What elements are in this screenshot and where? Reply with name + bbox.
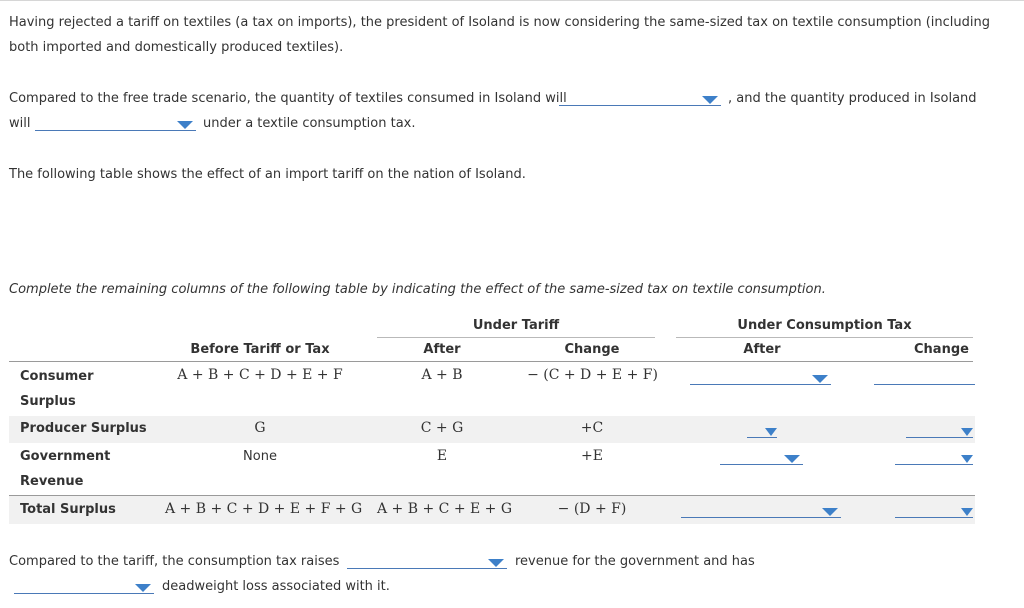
row-label: Consumer <box>20 369 94 384</box>
question2-text-1: Compared to the tariff, the consumption tax raises <box>9 554 340 569</box>
question2-text-2: revenue for the government and has <box>515 554 755 569</box>
chevron-down-icon <box>812 375 828 383</box>
tariff-group-underline <box>377 337 655 338</box>
col-header-tax-change: Change <box>914 342 969 357</box>
row-label: Government <box>20 449 111 464</box>
col-header-tax-after: After <box>743 342 781 357</box>
cell-change: − (C + D + E + F) <box>527 367 658 383</box>
chevron-down-icon <box>961 508 973 516</box>
chevron-down-icon <box>135 584 151 592</box>
government-revenue-after-dropdown[interactable] <box>720 450 803 465</box>
col-header-change: Change <box>564 342 620 357</box>
intro-line-1: Having rejected a tariff on textiles (a tax on imports), the president of Isoland is now considering the same-sized tax on textile consumption (including <box>9 15 990 30</box>
col-header-after: After <box>423 342 461 357</box>
chevron-down-icon <box>765 428 777 436</box>
header-divider <box>9 361 973 362</box>
row-label: Producer Surplus <box>20 421 147 436</box>
cell-after: A + B <box>421 367 463 383</box>
chevron-down-icon <box>961 455 973 463</box>
group-header-tariff: Under Tariff <box>472 318 560 333</box>
question1-text-3: will <box>9 116 31 131</box>
top-divider <box>0 0 1024 1</box>
deadweight-loss-dropdown[interactable] <box>14 579 154 594</box>
produced-dropdown[interactable] <box>35 116 196 131</box>
producer-surplus-after-dropdown[interactable] <box>747 423 777 438</box>
cell-before: A + B + C + D + E + F + G <box>165 501 363 517</box>
question1-text-1: Compared to the free trade scenario, the quantity of textiles consumed in Isoland will <box>9 91 567 106</box>
producer-surplus-change-dropdown[interactable] <box>906 423 973 438</box>
cell-before: G <box>254 420 266 436</box>
table-intro: The following table shows the effect of an import tariff on the nation of Isoland. <box>9 167 526 182</box>
chevron-down-icon <box>702 96 718 104</box>
row-label: Total Surplus <box>20 502 116 517</box>
cell-after: A + B + C + E + G <box>377 501 513 517</box>
instruction-text: Complete the remaining columns of the following table by indicating the effect of the same-sized tax on textile consumption. <box>9 282 826 297</box>
intro-line-2: both imported and domestically produced textiles). <box>9 40 344 55</box>
chevron-down-icon <box>784 455 800 463</box>
cell-change: +E <box>581 448 603 464</box>
row-label: Revenue <box>20 474 84 489</box>
total-surplus-change-dropdown[interactable] <box>895 503 973 518</box>
question1-text-2: , and the quantity produced in Isoland <box>728 91 977 106</box>
cell-before: A + B + C + D + E + F <box>177 367 343 383</box>
consumed-dropdown[interactable] <box>559 91 721 106</box>
cell-before: None <box>243 449 277 464</box>
cell-change: − (D + F) <box>557 501 627 517</box>
chevron-down-icon <box>177 121 193 129</box>
tax-group-underline <box>676 337 973 338</box>
chevron-down-icon <box>961 428 973 436</box>
total-surplus-after-dropdown[interactable] <box>681 503 841 518</box>
chevron-down-icon <box>822 508 838 516</box>
consumer-surplus-change-input[interactable] <box>874 370 975 385</box>
question2-text-3: deadweight loss associated with it. <box>162 579 390 594</box>
group-header-tax: Under Consumption Tax <box>737 318 912 333</box>
question1-text-4: under a textile consumption tax. <box>203 116 416 131</box>
row-label: Surplus <box>20 394 76 409</box>
cell-change: +C <box>580 420 604 436</box>
cell-after: C + G <box>420 420 464 436</box>
cell-after: E <box>436 448 448 464</box>
col-header-before: Before Tariff or Tax <box>190 342 330 357</box>
revenue-comparison-dropdown[interactable] <box>347 554 507 569</box>
government-revenue-change-dropdown[interactable] <box>895 450 973 465</box>
consumer-surplus-after-dropdown[interactable] <box>690 370 831 385</box>
chevron-down-icon <box>488 559 504 567</box>
